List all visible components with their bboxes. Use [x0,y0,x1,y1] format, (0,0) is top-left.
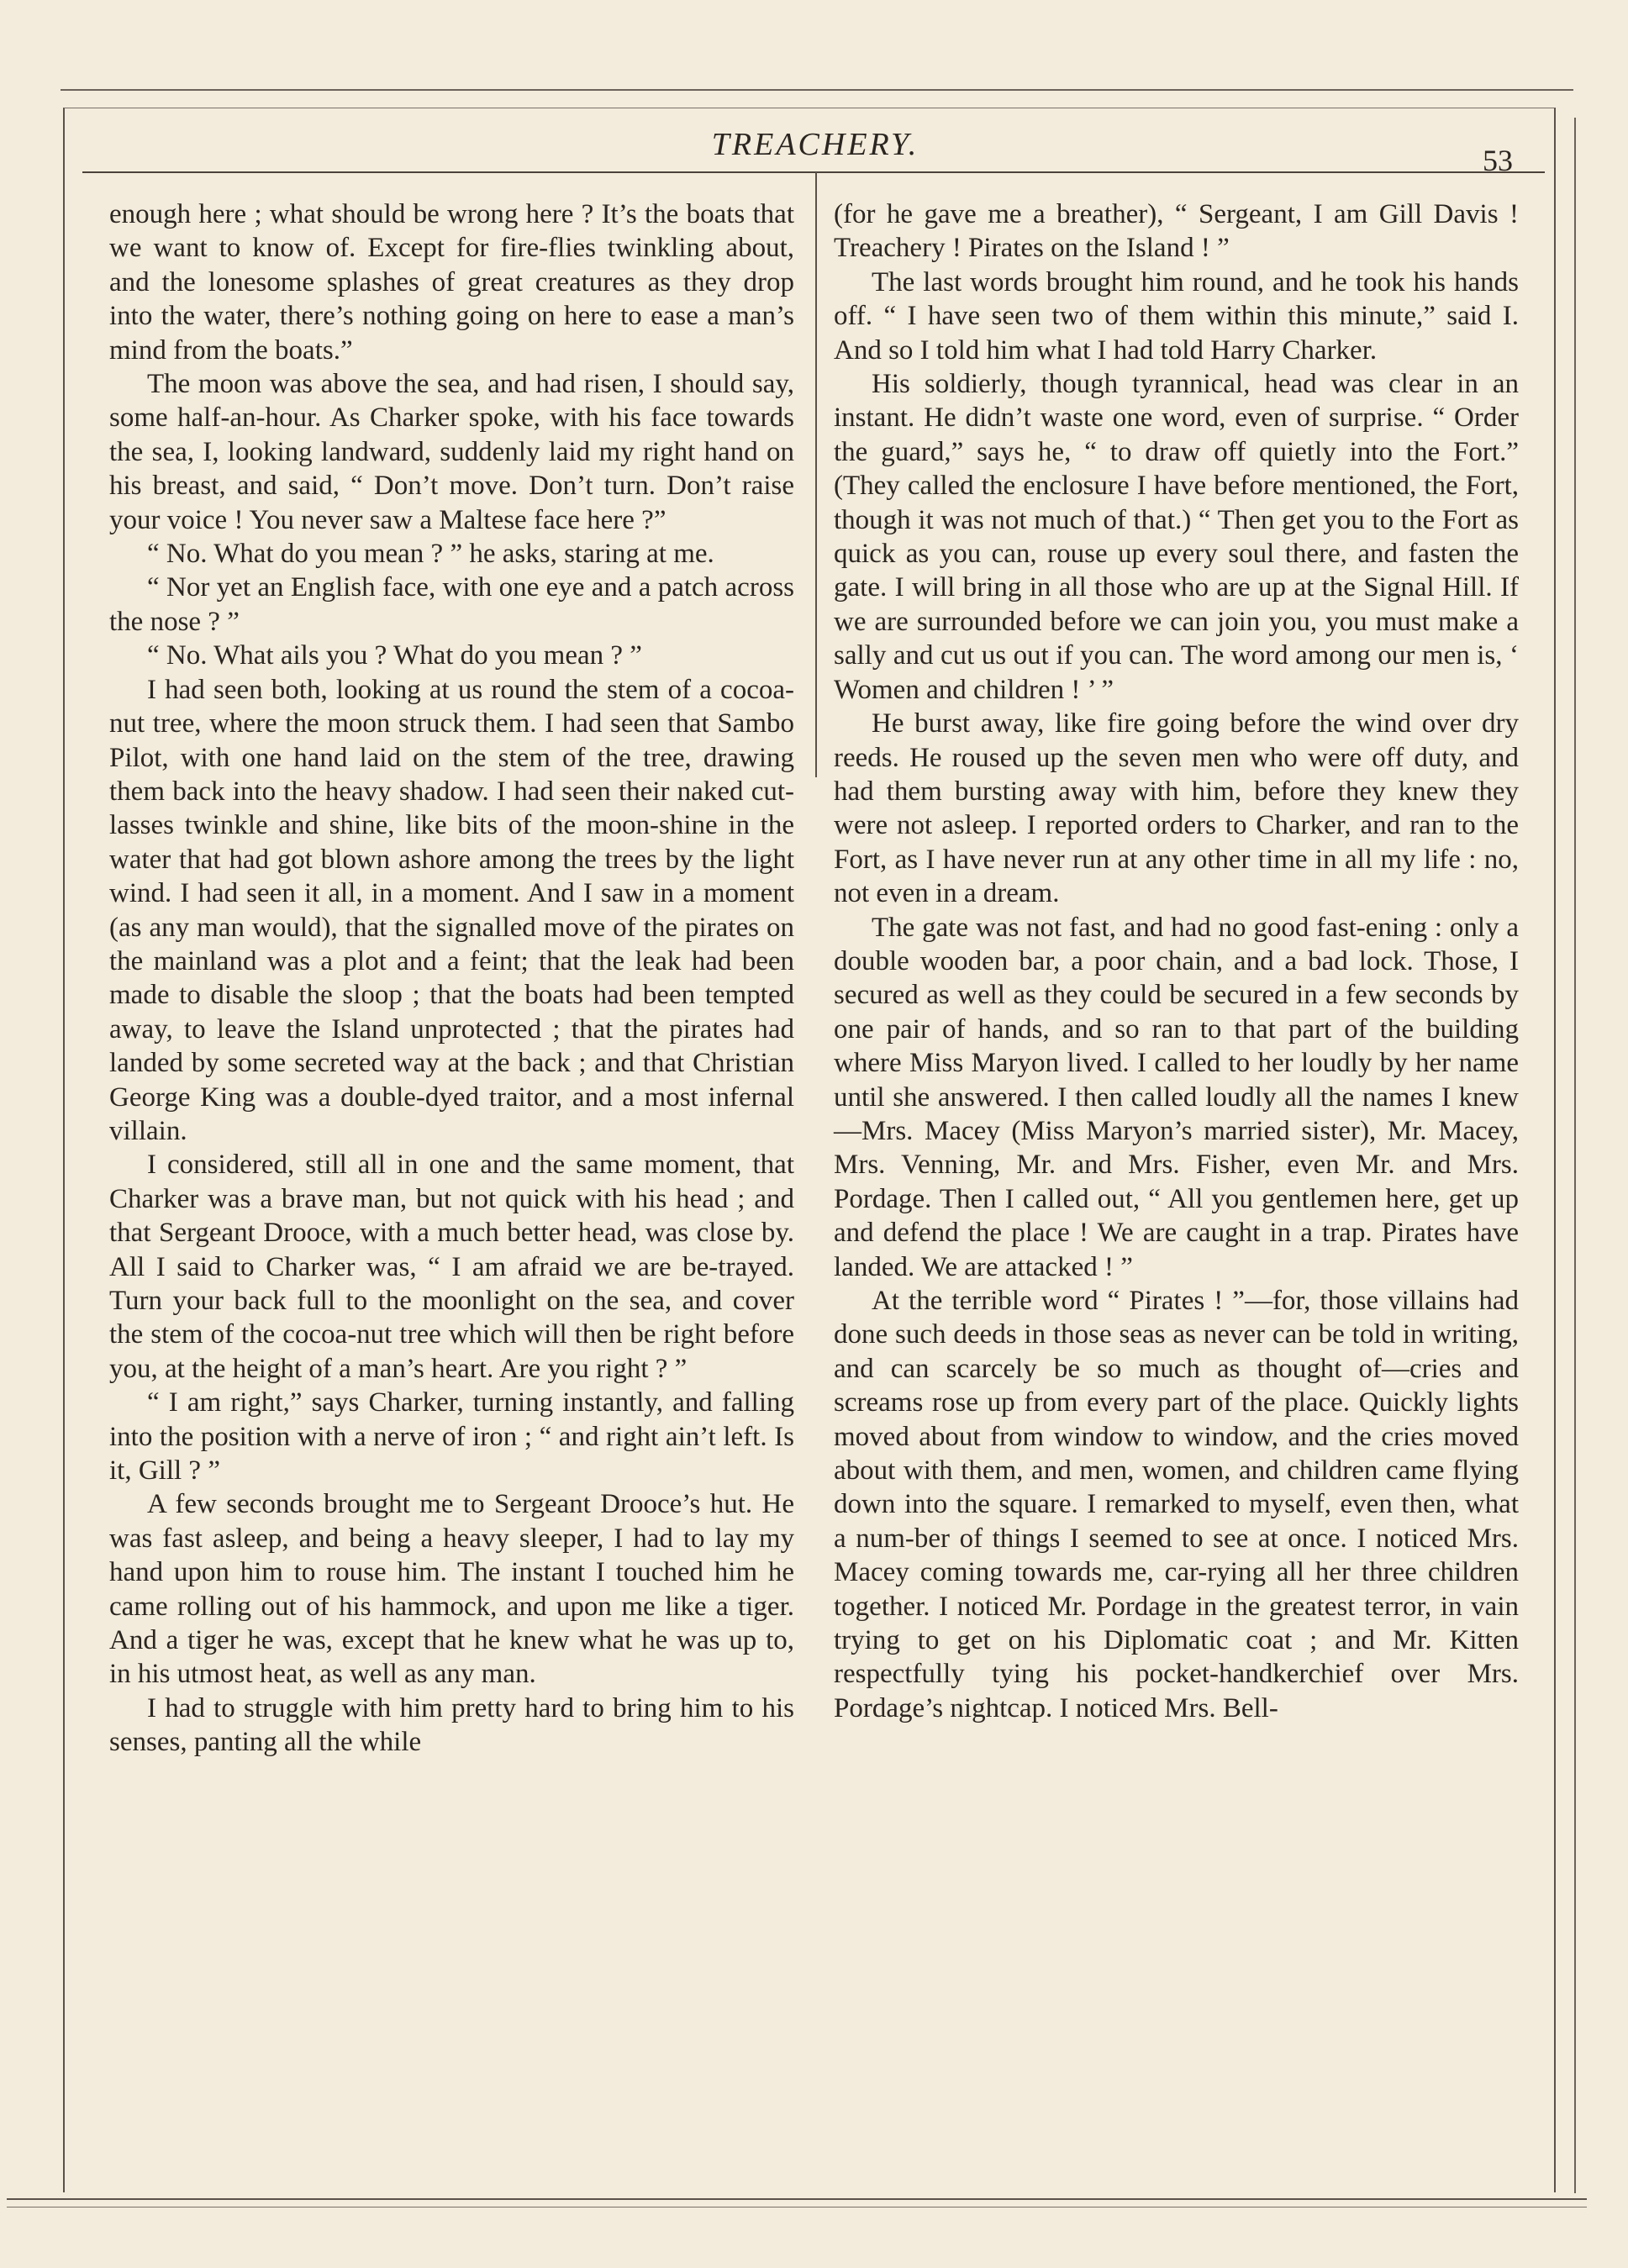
outer-top-rule [61,89,1573,91]
paragraph: The gate was not fast, and had no good fast-ening : only a double wooden bar, a poor chain, and a bad lock. Those, I secured as well as they could be secured in a few seconds by one pair of hands, and so ran to that part of the building where Miss Maryon lived. I called to her loudly by her name until she answered. I then called loudly all the names I knew—Mrs. Macey (Miss Maryon’s married sister), Mr. Macey, Mrs. Venning, Mr. and Mrs. Fisher, even Mr. and Mrs. Pordage. Then I called out, “ All you gentlemen here, get up and defend the place ! We are caught in a trap. Pirates have landed. We are attacked ! ” [834,912,1519,1282]
paragraph: I had to struggle with him pretty hard to bring him to his senses, panting all the while [109,1692,794,1758]
paragraph: The last words brought him round, and he took his hands off. “ I have seen two of them within this minute,” said I. And so I told him what I had told Harry Charker. [834,266,1519,366]
paragraph: “ I am right,” says Charker, turning instantly, and falling into the position with a nerve of iron ; “ and right ain’t left. Is it, Gill ? ” [109,1387,794,1487]
bottom-rule [7,2198,1587,2207]
page-number: 53 [1483,144,1513,177]
running-head: TREACHERY. [711,127,919,162]
paragraph: I had seen both, looking at us round the stem of a cocoa-nut tree, where the moon struck them. I had seen that Sambo Pilot, with one hand laid on the stem of the tree, drawing them back into the heavy shadow. I had seen their naked cut-lasses twinkle and shine, like bits of the moon-shine in the water that had got blown ashore among the trees by the light wind. I had seen it all, in a moment. And I saw in a moment (as any man would), that the signalled move of the pirates on the mainland was a plot and a feint; that the leak had been made to disable the sloop ; that the boats had been tempted away, to leave the Island unprotected ; that the pirates had landed by some secreted way at the back ; and that Christian George King was a double-dyed traitor, and a most infernal villain. [109,674,794,1146]
column-rule [815,172,817,777]
paragraph: His soldierly, though tyrannical, head was clear in an instant. He didn’t waste one word, even of surprise. “ Order the guard,” says he, “ to draw off quietly into the Fort.” (They called the enclosure I have before mentioned, the Fort, though it was not much of that.) “ Then get you to the Fort as quick as you can, rouse up every soul there, and fasten the gate. I will bring in all those who are up at the Signal Hill. If we are surrounded before we can join you, you must make a sally and cut us out if you can. The word among our men is, ‘ Women and children ! ’ ” [834,369,1519,705]
paragraph: “ No. What do you mean ? ” he asks, staring at me. [147,539,714,570]
paragraph: (for he gave me a breather), “ Sergeant, I am Gill Davis ! Treachery ! Pirates on the Island ! ” [834,199,1519,264]
header-rule [82,171,1545,173]
outer-right-rule [1574,118,1576,2193]
paragraph: A few seconds brought me to Sergeant Drooce’s hut. He was fast asleep, and being a heavy sleeper, I had to lay my hand upon him to rouse him. The instant I touched him he came rolling out of his hammock, and upon me like a tiger. And a tiger he was, except that he knew what he was up to, in his utmost heat, as well as any man. [109,1489,794,1690]
paragraph: “ Nor yet an English face, with one eye and a patch across the nose ? ” [109,572,794,637]
left-column [109,197,794,1760]
paragraph: enough here ; what should be wrong here ? It’s the boats that we want to know of. Except for fire-flies twinkling about, and the lonesome splashes of great creatures as they drop into the water, there’s nothing going on here to ease a man’s mind from the boats.” [109,199,794,366]
paragraph: He burst away, like fire going before the wind over dry reeds. He roused up the seven men who were off duty, and had them bursting away with him, before they knew they were not asleep. I reported orders to Charker, and ran to the Fort, as I have never run at any other time in all my life : no, not even in a dream. [834,708,1519,909]
paragraph: “ No. What ails you ? What do you mean ? ” [147,640,642,671]
right-column [834,197,1519,1725]
paragraph: I considered, still all in one and the same moment, that Charker was a brave man, but not quick with his head ; and that Sergeant Drooce, with a much better head, was close by. All I said to Charker was, “ I am afraid we are be-trayed. Turn your back full to the moonlight on the sea, and cover the stem of the cocoa-nut tree which will then be right before you, at the height of a man’s heart. Are you right ? ” [109,1150,794,1384]
paragraph: The moon was above the sea, and had risen, I should say, some half-an-hour. As Charker spoke, with his face towards the sea, I, looking landward, suddenly laid my right hand on his breast, and said, “ Don’t move. Don’t turn. Don’t raise your voice ! You never saw a Maltese face here ?” [109,369,794,535]
paragraph: At the terrible word “ Pirates ! ”—for, those villains had done such deeds in those seas as never can be told in writing, and can scarcely be so much as thought of—cries and screams rose up from every part of the place. Quickly lights moved about from window to window, and the cries moved about with them, and men, women, and children came flying down into the square. I remarked to myself, even then, what a num-ber of things I seemed to see at once. I noticed Mrs. Macey coming towards me, car-rying all her three children together. I noticed Mr. Pordage in the greatest terror, in vain trying to get on his Diplomatic coat ; and Mr. Kitten respectfully tying his pocket-handkerchief over Mrs. Pordage’s nightcap. I noticed Mrs. Bell- [834,1286,1519,1723]
